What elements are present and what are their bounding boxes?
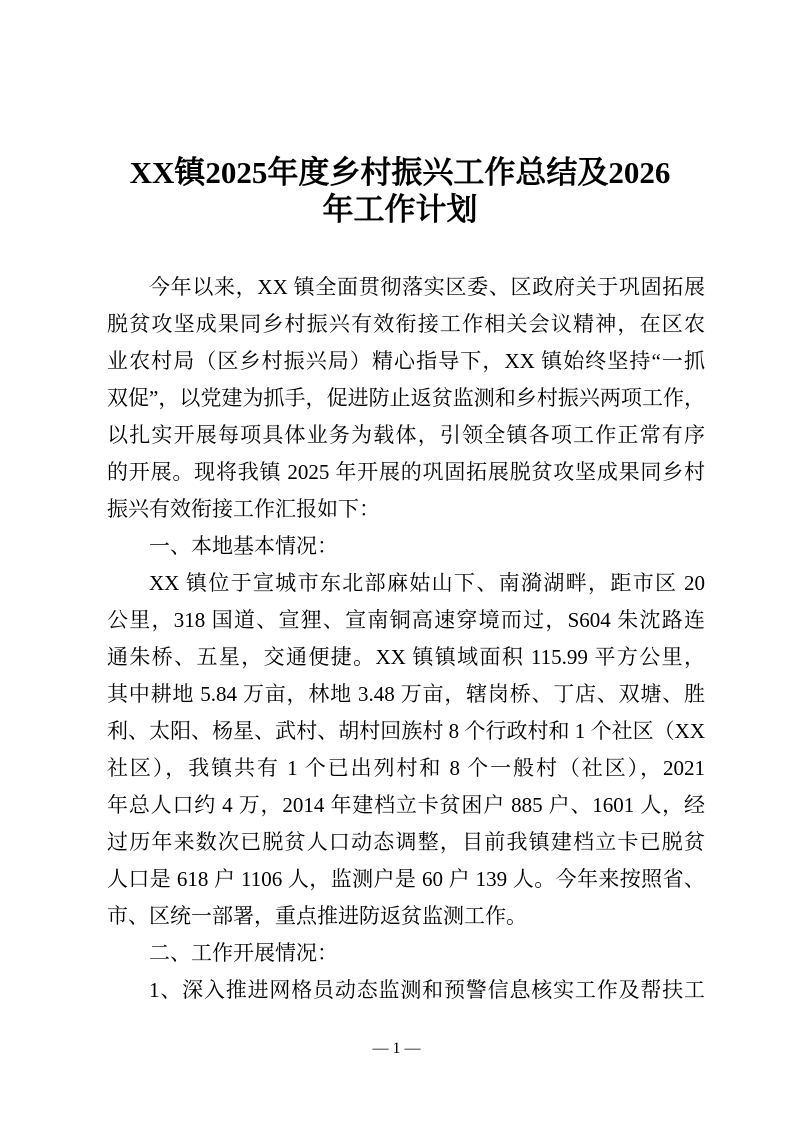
paragraph-line: 社区），我镇共有 1 个已出列村和 8 个一般村（社区），2021 (107, 756, 705, 780)
paragraph-line: 脱贫攻坚成果同乡村振兴有效衔接工作相关会议精神，在区农 (107, 312, 705, 336)
paragraph-line: 过历年来数次已脱贫人口动态调整，目前我镇建档立卡已脱贫 (107, 830, 705, 854)
paragraph-line: XX 镇位于宣城市东北部麻姑山下、南漪湖畔，距市区 20 (149, 571, 705, 595)
paragraph-line: 其中耕地 5.84 万亩，林地 3.48 万亩，辖岗桥、丁店、双塘、胜 (107, 682, 705, 706)
paragraph-line: 市、区统一部署，重点推进防返贫监测工作。 (107, 904, 527, 928)
paragraph-line: 公里，318 国道、宣狸、宣南铜高速穿境而过，S604 朱沈路连 (107, 608, 705, 632)
paragraph-line: 以扎实开展每项具体业务为载体，引领全镇各项工作正常有序 (107, 423, 705, 447)
paragraph-line: 双促”，以党建为抓手，促进防止返贫监测和乡村振兴两项工作， (107, 386, 705, 410)
document-body (107, 269, 705, 1009)
paragraph-line: 的开展。现将我镇 2025 年开展的巩固拓展脱贫攻坚成果同乡村 (107, 460, 705, 484)
section-heading: 二、工作开展情况： (149, 941, 338, 965)
page-number: — 1 — (372, 1040, 421, 1057)
section-heading: 一、本地基本情况： (149, 534, 338, 558)
paragraph-line: 利、太阳、杨星、武村、胡村回族村 8 个行政村和 1 个社区（XX (107, 719, 705, 743)
paragraph-line: 业农村局（区乡村振兴局）精心指导下，XX 镇始终坚持“一抓 (107, 349, 705, 373)
paragraph-line: 年总人口约 4 万，2014 年建档立卡贫困户 885 户、1601 人，经 (107, 793, 705, 817)
paragraph-line: 通朱桥、五星，交通便捷。XX 镇镇域面积 115.99 平方公里， (107, 645, 705, 669)
document-title-line-2: 年工作计划 (322, 192, 478, 227)
document-title-line-1: XX镇2025年度乡村振兴工作总结及2026 (129, 155, 671, 190)
paragraph-line: 人口是 618 户 1106 人，监测户是 60 户 139 人。今年来按照省、 (107, 867, 705, 891)
paragraph-line: 1、深入推进网格员动态监测和预警信息核实工作及帮扶工 (149, 978, 705, 1002)
paragraph-line: 今年以来，XX 镇全面贯彻落实区委、区政府关于巩固拓展 (149, 275, 705, 299)
paragraph-line: 振兴有效衔接工作汇报如下： (107, 497, 380, 521)
